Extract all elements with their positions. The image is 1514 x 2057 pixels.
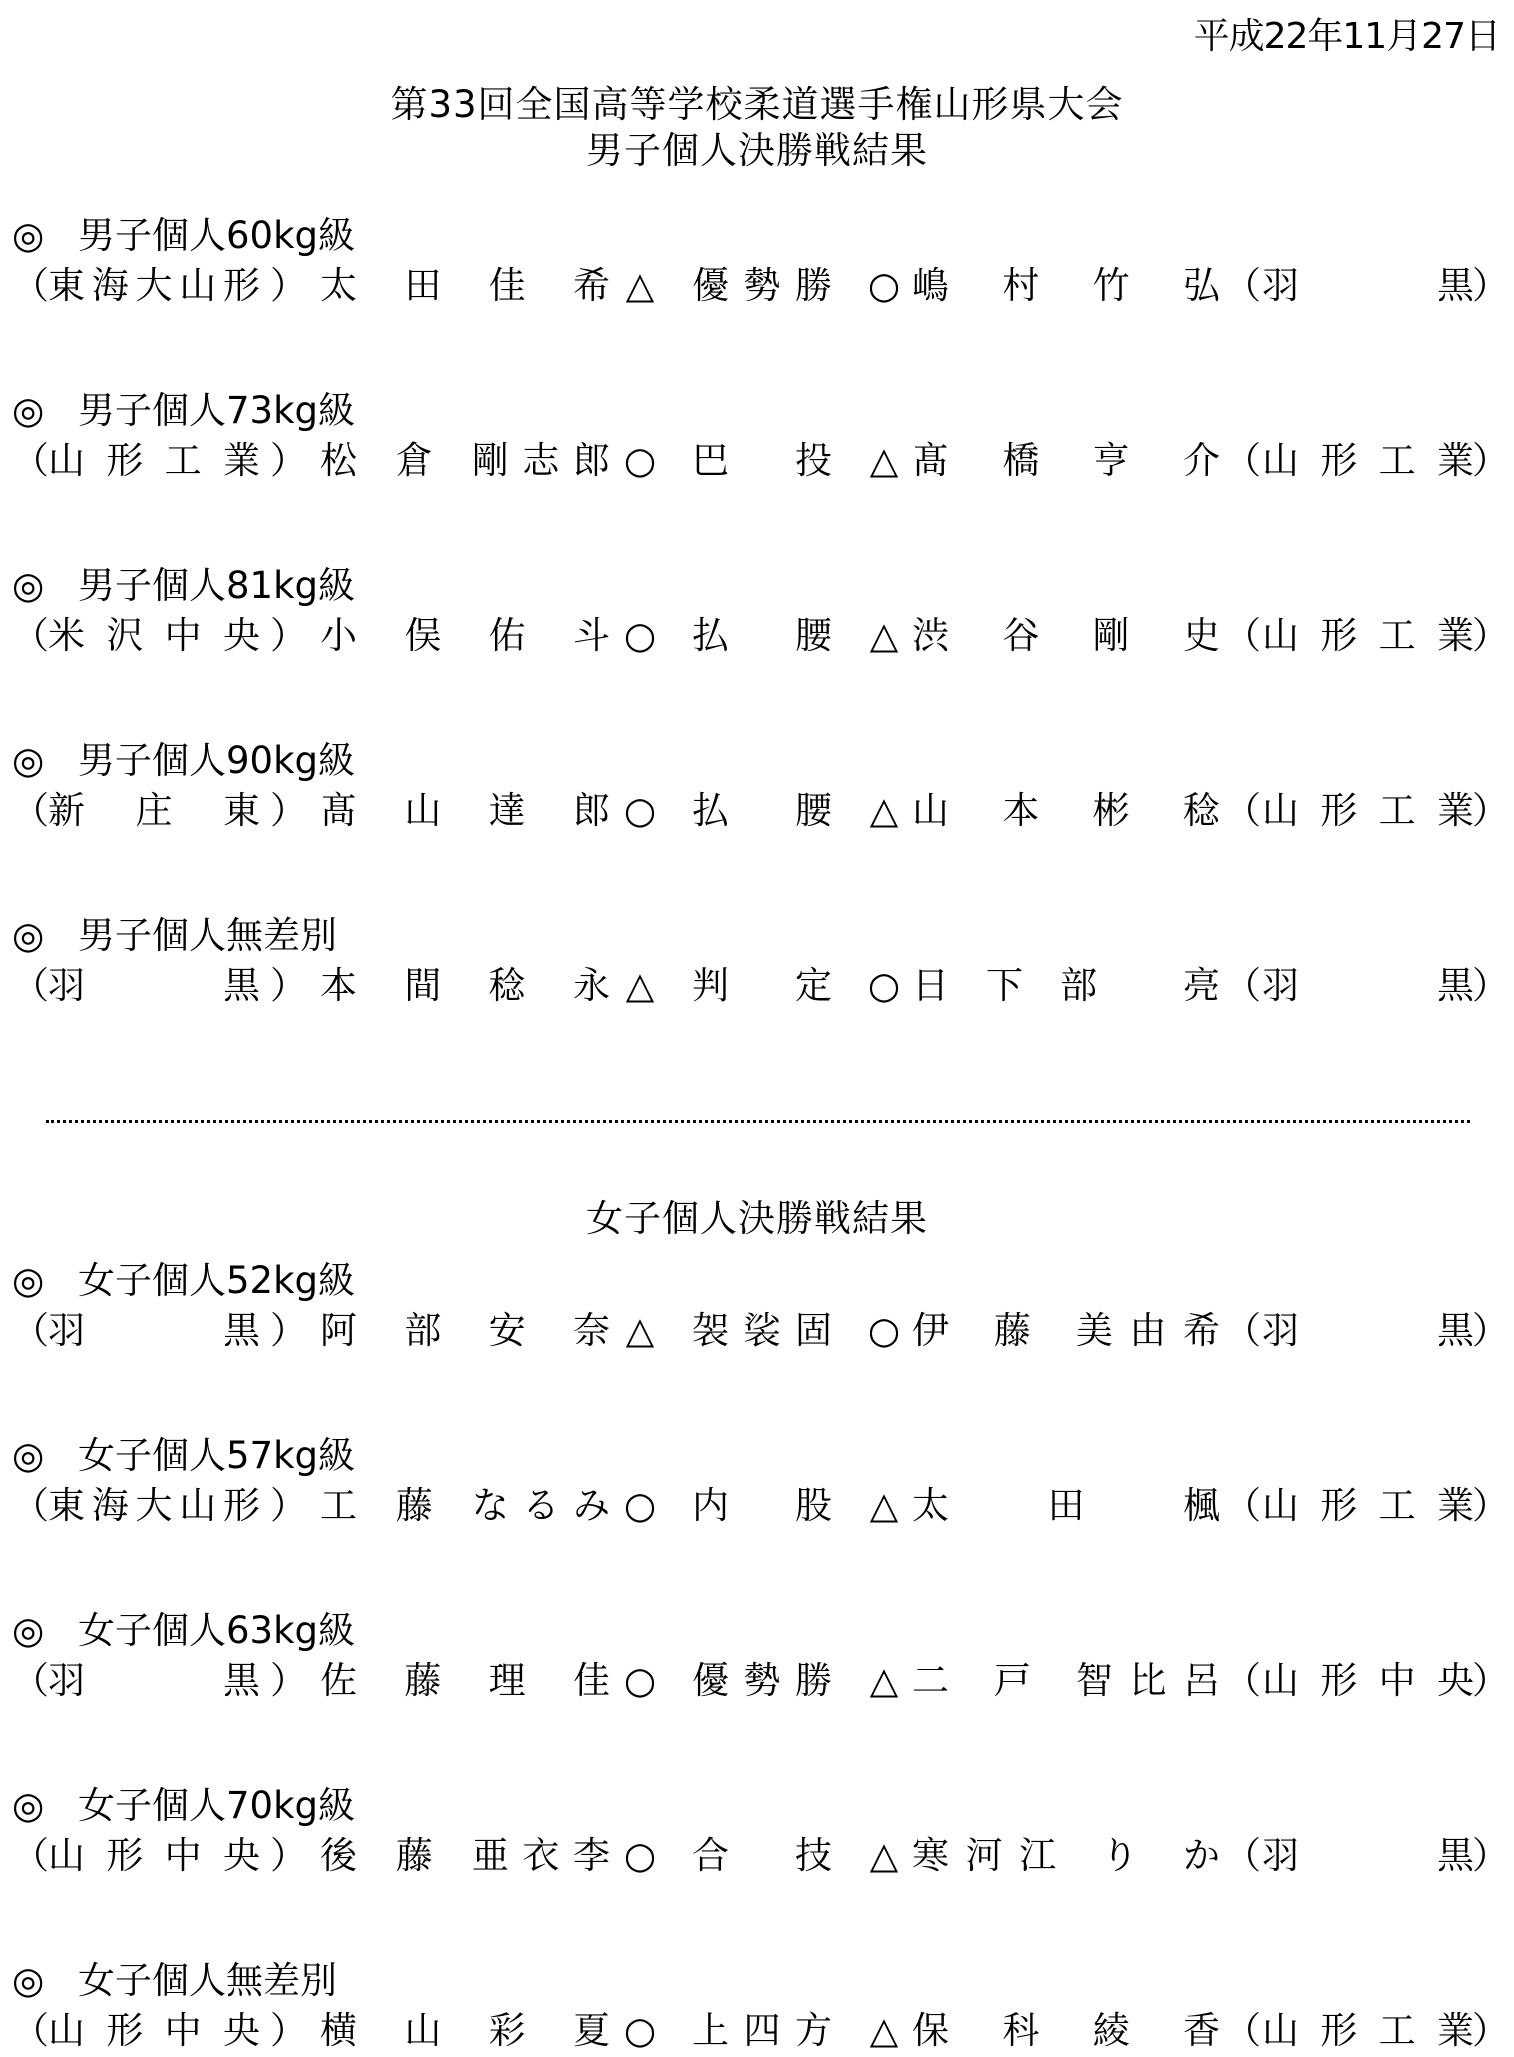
open-paren: （ — [1224, 1484, 1261, 1527]
weight-class-heading — [12, 730, 355, 784]
school-a: 新 庄 東 — [48, 789, 260, 832]
open-paren: （ — [1224, 789, 1261, 832]
close-paren: ） — [270, 439, 307, 482]
open-paren: （ — [1224, 1834, 1261, 1877]
open-paren: （ — [12, 264, 49, 307]
open-paren: （ — [12, 789, 49, 832]
open-paren: （ — [12, 964, 49, 1007]
double-circle-icon: ◎ — [12, 1609, 45, 1652]
close-paren: ） — [270, 1834, 307, 1877]
match-result-row — [12, 785, 1509, 837]
win-circle-icon: ○ — [623, 2009, 657, 2052]
double-circle-icon: ◎ — [12, 1434, 45, 1477]
open-paren: （ — [1224, 439, 1261, 482]
close-paren: ） — [1472, 1484, 1509, 1527]
decision-technique: 袈裟固 — [692, 1309, 832, 1352]
loss-triangle-icon: △ — [869, 1834, 899, 1877]
match-result-row — [12, 1305, 1509, 1357]
competitor-a-name: 小 俣 佑 斗 — [320, 614, 610, 657]
school-b: 山 形 工 業 — [1262, 789, 1474, 832]
competitor-a-name: 本 間 稔 永 — [320, 964, 610, 1007]
win-circle-icon: ○ — [623, 439, 657, 482]
competitor-a-name: 佐 藤 理 佳 — [320, 1659, 610, 1702]
open-paren: （ — [12, 1484, 49, 1527]
open-paren: （ — [1224, 964, 1261, 1007]
open-paren: （ — [12, 439, 49, 482]
competitor-b-name: 二 戸 智比呂 — [912, 1659, 1220, 1702]
competitor-a-name: 横 山 彩 夏 — [320, 2009, 610, 2052]
win-circle-icon: ○ — [623, 1659, 657, 1702]
close-paren: ） — [1472, 439, 1509, 482]
school-a: 山 形 中 央 — [48, 2009, 260, 2052]
close-paren: ） — [270, 789, 307, 832]
weight-class-heading — [12, 380, 355, 434]
weight-class-label: 男子個人60kg級 — [78, 214, 355, 257]
decision-technique: 払 腰 — [692, 614, 832, 657]
close-paren: ） — [1472, 964, 1509, 1007]
close-paren: ） — [1472, 614, 1509, 657]
weight-class-label: 女子個人70kg級 — [78, 1784, 355, 1827]
double-circle-icon: ◎ — [12, 1259, 45, 1302]
weight-class-heading — [12, 1425, 355, 1479]
competitor-b-name: 太 田 楓 — [912, 1484, 1220, 1527]
school-b: 山 形 工 業 — [1262, 439, 1474, 482]
decision-technique: 内 股 — [692, 1484, 832, 1527]
open-paren: （ — [12, 1659, 49, 1702]
weight-class-label: 男子個人73kg級 — [78, 389, 355, 432]
school-b: 羽 黒 — [1262, 1309, 1474, 1352]
loss-triangle-icon: △ — [625, 1309, 655, 1352]
close-paren: ） — [270, 964, 307, 1007]
double-circle-icon: ◎ — [12, 914, 45, 957]
school-a: 羽 黒 — [48, 1659, 260, 1702]
double-circle-icon: ◎ — [12, 739, 45, 782]
open-paren: （ — [1224, 1659, 1261, 1702]
weight-class-label: 女子個人無差別 — [78, 1959, 337, 2002]
decision-technique: 優勢勝 — [692, 1659, 832, 1702]
school-a: 東海大山形 — [48, 1484, 260, 1527]
decision-technique: 払 腰 — [692, 789, 832, 832]
close-paren: ） — [1472, 1834, 1509, 1877]
competitor-b-name: 日下部 亮 — [912, 964, 1220, 1007]
double-circle-icon: ◎ — [12, 1959, 45, 2002]
decision-technique: 優勢勝 — [692, 264, 832, 307]
weight-class-heading — [12, 555, 355, 609]
match-result-row — [12, 435, 1509, 487]
women-section-title: 女子個人決勝戦結果 — [586, 1197, 928, 1240]
open-paren: （ — [12, 2009, 49, 2052]
school-b: 山 形 工 業 — [1262, 2009, 1474, 2052]
school-a: 山 形 中 央 — [48, 1834, 260, 1877]
win-circle-icon: ○ — [623, 1484, 657, 1527]
close-paren: ） — [1472, 789, 1509, 832]
close-paren: ） — [270, 1484, 307, 1527]
decision-technique: 巴 投 — [692, 439, 832, 482]
match-result-row — [12, 1655, 1509, 1707]
loss-triangle-icon: △ — [869, 2009, 899, 2052]
open-paren: （ — [12, 1834, 49, 1877]
match-result-row — [12, 260, 1509, 312]
loss-triangle-icon: △ — [869, 614, 899, 657]
weight-class-heading — [12, 1600, 355, 1654]
school-a: 山 形 工 業 — [48, 439, 260, 482]
tournament-title: 第33回全国高等学校柔道選手権山形県大会 — [390, 83, 1124, 126]
close-paren: ） — [1472, 264, 1509, 307]
win-circle-icon: ○ — [867, 264, 901, 307]
win-circle-icon: ○ — [623, 1834, 657, 1877]
weight-class-label: 女子個人63kg級 — [78, 1609, 355, 1652]
open-paren: （ — [12, 614, 49, 657]
loss-triangle-icon: △ — [625, 264, 655, 307]
loss-triangle-icon: △ — [869, 439, 899, 482]
close-paren: ） — [270, 1309, 307, 1352]
loss-triangle-icon: △ — [625, 964, 655, 1007]
weight-class-heading — [12, 205, 355, 259]
match-result-row — [12, 1480, 1509, 1532]
win-circle-icon: ○ — [867, 964, 901, 1007]
school-b: 山 形 中 央 — [1262, 1659, 1474, 1702]
competitor-a-name: 工 藤 なるみ — [320, 1484, 610, 1527]
win-circle-icon: ○ — [623, 789, 657, 832]
weight-class-label: 男子個人90kg級 — [78, 739, 355, 782]
competitor-a-name: 阿 部 安 奈 — [320, 1309, 610, 1352]
competitor-b-name: 保 科 綾 香 — [912, 2009, 1220, 2052]
weight-class-heading — [12, 1250, 355, 1304]
double-circle-icon: ◎ — [12, 389, 45, 432]
competitor-b-name: 寒河江 り か — [912, 1834, 1220, 1877]
match-result-row — [12, 610, 1509, 662]
open-paren: （ — [1224, 614, 1261, 657]
close-paren: ） — [1472, 1659, 1509, 1702]
close-paren: ） — [1472, 1309, 1509, 1352]
double-circle-icon: ◎ — [12, 214, 45, 257]
school-a: 東海大山形 — [48, 264, 260, 307]
school-b: 山 形 工 業 — [1262, 1484, 1474, 1527]
match-result-row — [12, 2005, 1509, 2057]
loss-triangle-icon: △ — [869, 789, 899, 832]
men-section-title: 男子個人決勝戦結果 — [586, 129, 928, 172]
competitor-b-name: 渋 谷 剛 史 — [912, 614, 1220, 657]
double-circle-icon: ◎ — [12, 1784, 45, 1827]
school-a: 米 沢 中 央 — [48, 614, 260, 657]
weight-class-heading — [12, 1950, 337, 2004]
close-paren: ） — [270, 614, 307, 657]
competitor-b-name: 伊 藤 美由希 — [912, 1309, 1220, 1352]
competitor-b-name: 嶋 村 竹 弘 — [912, 264, 1220, 307]
decision-technique: 合 技 — [692, 1834, 832, 1877]
competitor-a-name: 髙 山 達 郎 — [320, 789, 610, 832]
school-a: 羽 黒 — [48, 964, 260, 1007]
school-b: 羽 黒 — [1262, 964, 1474, 1007]
close-paren: ） — [270, 264, 307, 307]
competitor-b-name: 山 本 彬 稔 — [912, 789, 1220, 832]
win-circle-icon: ○ — [623, 614, 657, 657]
match-result-row — [12, 960, 1509, 1012]
open-paren: （ — [12, 1309, 49, 1352]
open-paren: （ — [1224, 1309, 1261, 1352]
competitor-a-name: 後 藤 亜衣李 — [320, 1834, 610, 1877]
loss-triangle-icon: △ — [869, 1484, 899, 1527]
close-paren: ） — [270, 1659, 307, 1702]
close-paren: ） — [270, 2009, 307, 2052]
weight-class-heading — [12, 905, 337, 959]
close-paren: ） — [1472, 2009, 1509, 2052]
open-paren: （ — [1224, 264, 1261, 307]
section-divider — [46, 1120, 1470, 1123]
school-b: 羽 黒 — [1262, 264, 1474, 307]
match-result-row — [12, 1830, 1509, 1882]
weight-class-label: 男子個人無差別 — [78, 914, 337, 957]
open-paren: （ — [1224, 2009, 1261, 2052]
decision-technique: 判 定 — [692, 964, 832, 1007]
school-b: 山 形 工 業 — [1262, 614, 1474, 657]
weight-class-label: 男子個人81kg級 — [78, 564, 355, 607]
weight-class-label: 女子個人52kg級 — [78, 1259, 355, 1302]
competitor-a-name: 松 倉 剛志郎 — [320, 439, 610, 482]
double-circle-icon: ◎ — [12, 564, 45, 607]
loss-triangle-icon: △ — [869, 1659, 899, 1702]
competitor-a-name: 太 田 佳 希 — [320, 264, 610, 307]
weight-class-label: 女子個人57kg級 — [78, 1434, 355, 1477]
competitor-b-name: 髙 橋 亨 介 — [912, 439, 1220, 482]
school-a: 羽 黒 — [48, 1309, 260, 1352]
document-date: 平成22年11月27日 — [1193, 16, 1500, 57]
decision-technique: 上四方 — [692, 2009, 832, 2052]
school-b: 羽 黒 — [1262, 1834, 1474, 1877]
weight-class-heading — [12, 1775, 355, 1829]
win-circle-icon: ○ — [867, 1309, 901, 1352]
